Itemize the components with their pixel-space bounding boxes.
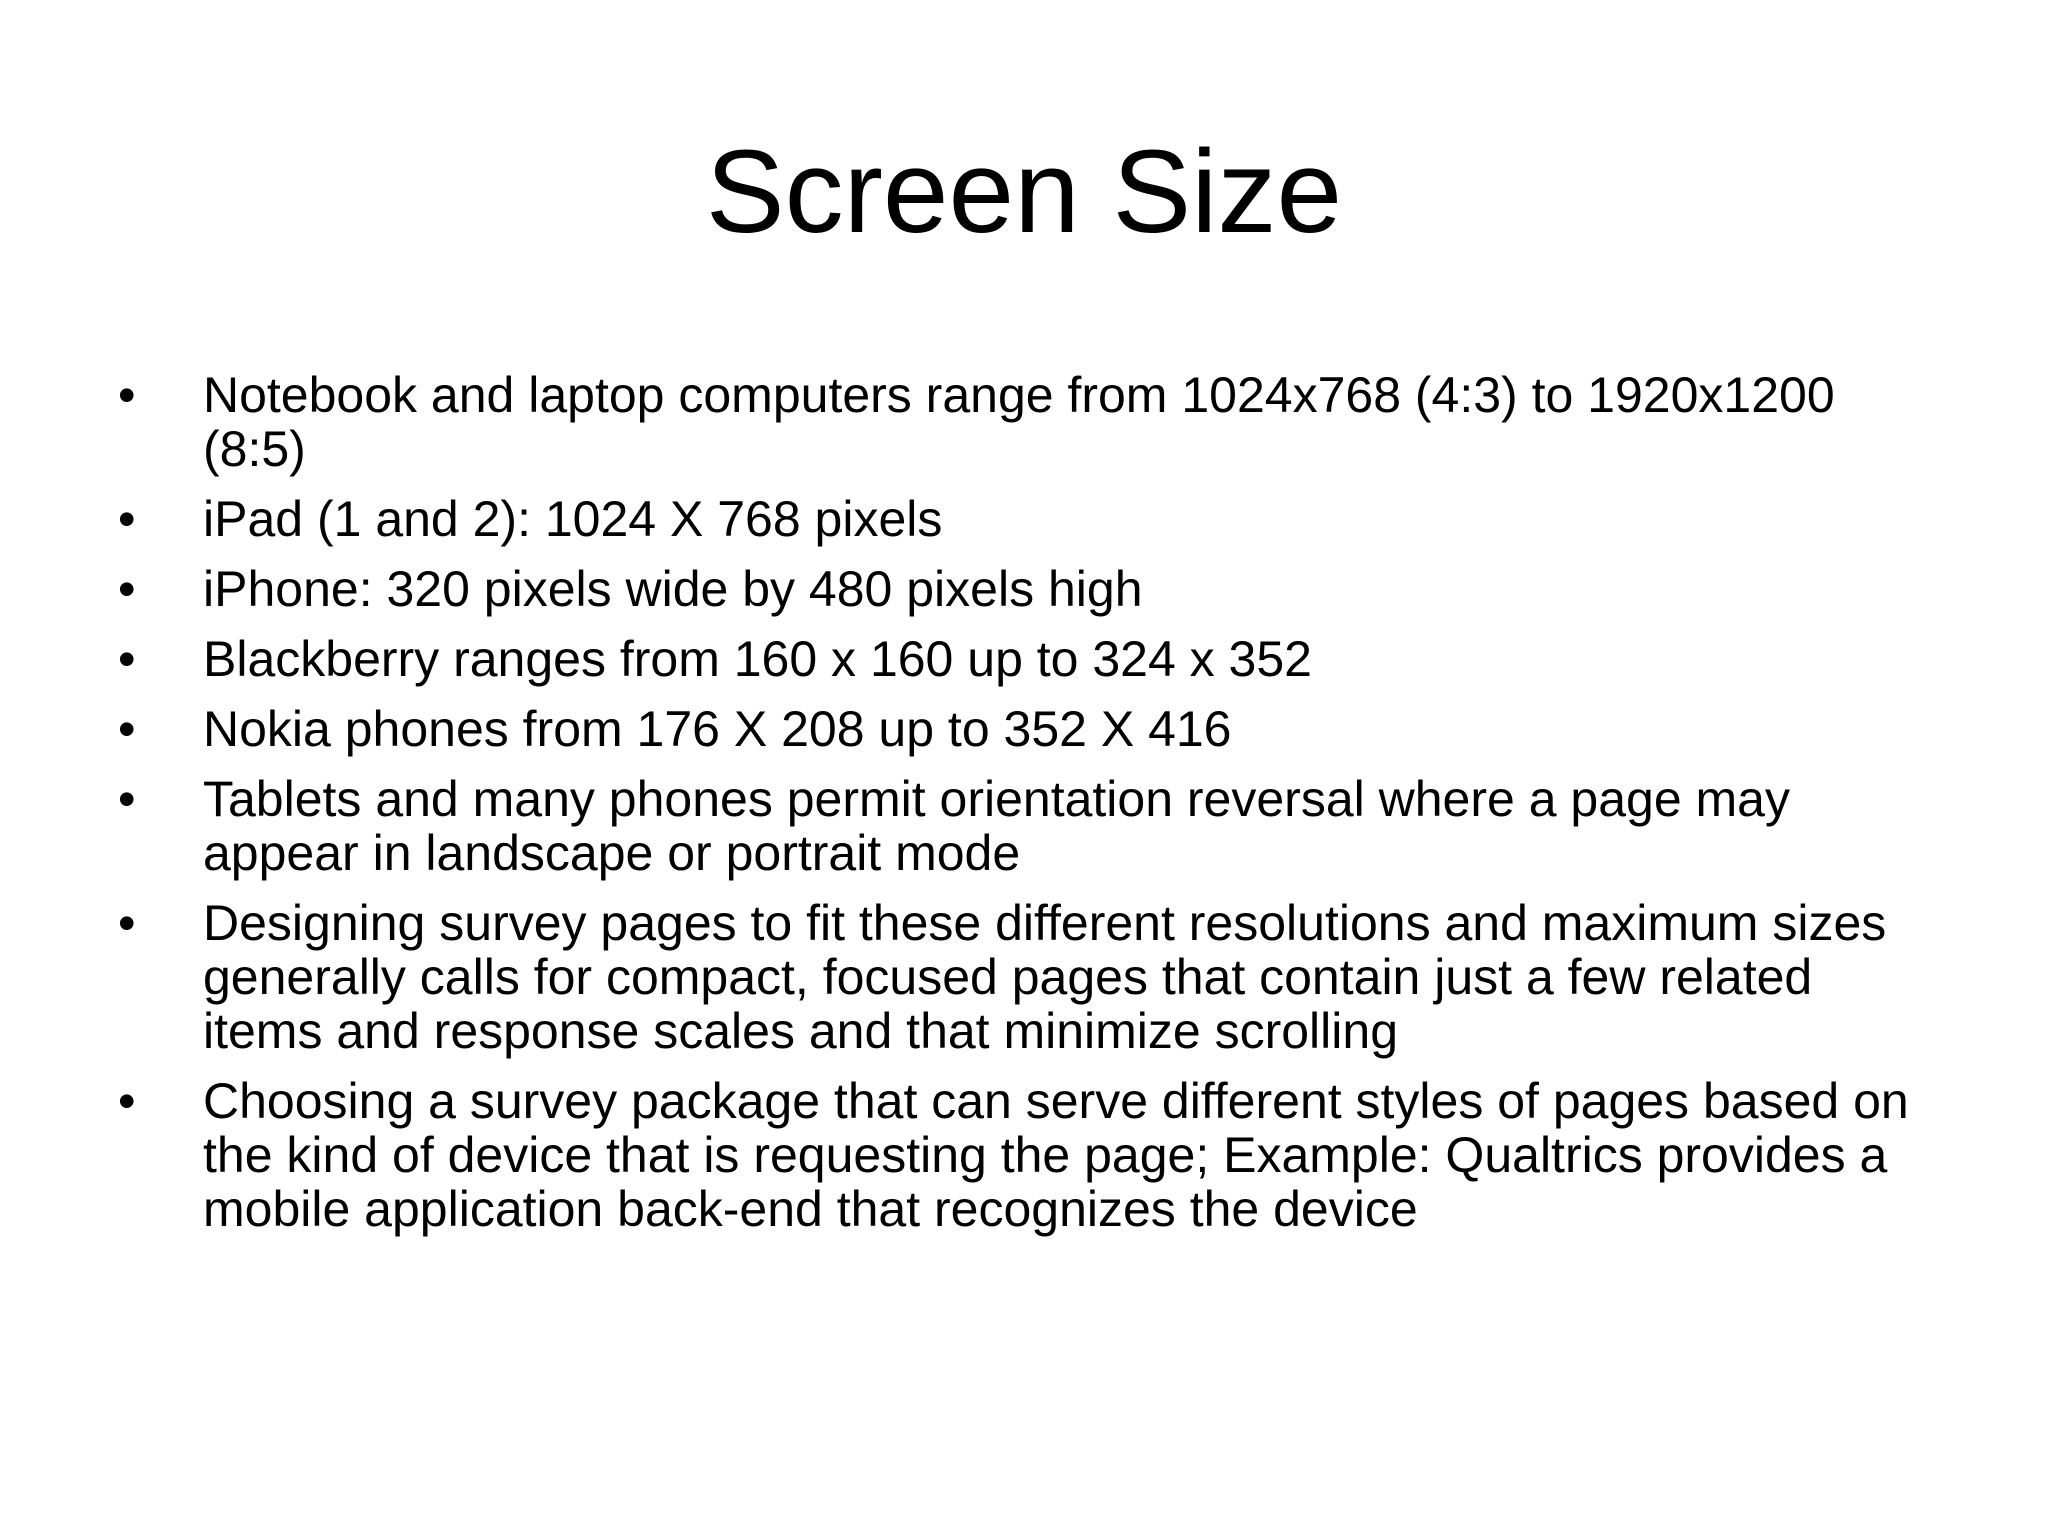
- bullet-text: iPhone: 320 pixels wide by 480 pixels high: [203, 561, 1143, 617]
- bullet-item: [118, 492, 1918, 546]
- bullet-item: [118, 562, 1918, 616]
- bullet-dot-icon: •: [118, 631, 136, 687]
- bullet-dot-icon: •: [118, 491, 136, 547]
- bullet-text: Blackberry ranges from 160 x 160 up to 324 x 352: [203, 631, 1312, 687]
- bullet-dot-icon: •: [118, 561, 136, 617]
- bullet-item: [118, 772, 1918, 880]
- bullet-dot-icon: •: [118, 701, 136, 757]
- bullet-list: [118, 368, 1918, 1252]
- bullet-text: iPad (1 and 2): 1024 X 768 pixels: [203, 491, 943, 547]
- bullet-item: [118, 368, 1918, 476]
- bullet-item: [118, 896, 1918, 1058]
- bullet-dot-icon: •: [118, 895, 136, 951]
- bullet-text: Notebook and laptop computers range from 1024x768 (4:3) to 1920x1200 (8:5): [203, 367, 1835, 477]
- bullet-dot-icon: •: [118, 367, 136, 423]
- bullet-text: Designing survey pages to fit these different resolutions and maximum sizes generally calls for compact, focused pages that contain just a few related items and response scales and that minimize scrolling: [203, 895, 1887, 1059]
- bullet-text: Tablets and many phones permit orientation reversal where a page may appear in landscape or portrait mode: [203, 771, 1790, 881]
- bullet-text: Choosing a survey package that can serve different styles of pages based on the kind of device that is requesting the page; Example: Qualtrics provides a mobile application back-end that recognizes the device: [203, 1073, 1909, 1237]
- bullet-item: [118, 632, 1918, 686]
- bullet-item: [118, 702, 1918, 756]
- slide-title: Screen Size: [705, 126, 1343, 258]
- bullet-text: Nokia phones from 176 X 208 up to 352 X 416: [203, 701, 1232, 757]
- bullet-dot-icon: •: [118, 1073, 136, 1129]
- bullet-item: [118, 1074, 1918, 1236]
- bullet-dot-icon: •: [118, 771, 136, 827]
